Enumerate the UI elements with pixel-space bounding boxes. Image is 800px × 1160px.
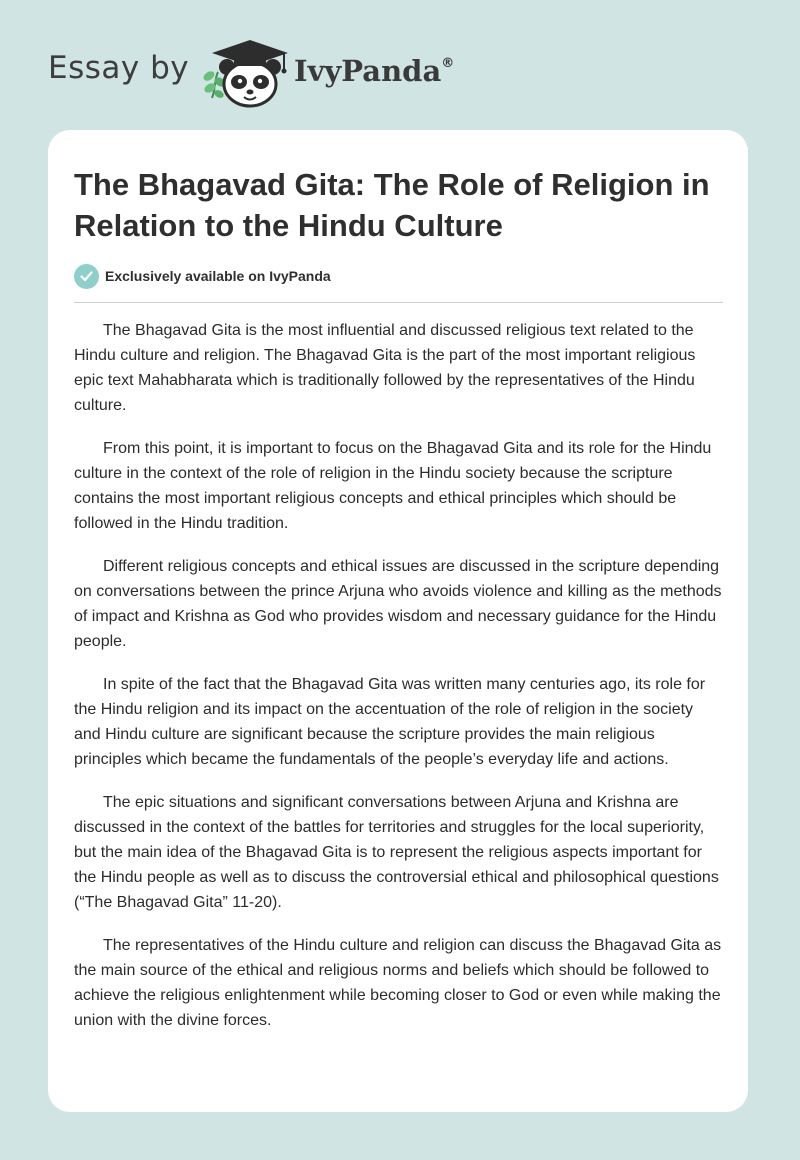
check-circle-icon <box>74 264 99 289</box>
essay-card <box>48 130 748 1112</box>
essay-title: The Bhagavad Gita: The Role of Religion in Relation to the Hindu Culture <box>74 167 710 243</box>
brand-name: IvyPanda <box>294 54 442 88</box>
registered-mark: ® <box>441 56 455 71</box>
essay-by-label: Essay by <box>48 50 190 86</box>
paragraph: Different religious concepts and ethical issues are discussed in the scripture depending on conversations between the prince Arjuna who avoids violence and killing as the methods of impact and Krishna as God who provides wisdom and necessary guidance for the Hindu people. <box>74 558 722 650</box>
paragraph: The Bhagavad Gita is the most influential and discussed religious text related to the Hindu culture and religion. The Bhagavad Gita is the part of the most important religious epic text Mahabharata which is traditionally followed by the representatives of the Hindu culture. <box>74 322 696 414</box>
exclusive-badge-label: Exclusively available on IvyPanda <box>105 268 331 284</box>
essay-body <box>74 318 724 1051</box>
site-header <box>0 0 800 130</box>
divider <box>74 302 723 303</box>
panda-graduate-icon[interactable] <box>200 36 292 108</box>
paragraph: From this point, it is important to focus on the Bhagavad Gita and its role for the Hindu culture in the context of the role of religion in the Hindu society because the scripture contains the most important religious concepts and ethical principles which should be followed in the Hindu tradition. <box>74 440 712 532</box>
paragraph: The epic situations and significant conversations between Arjuna and Krishna are discussed in the context of the battles for territories and struggles for the local superiority, but the main idea of the Bhagavad Gita is to represent the religious aspects important for the Hindu people as well as to discuss the controversial ethical and philosophical questions (“The Bhagavad Gita” 11-20). <box>74 794 719 911</box>
paragraph: The representatives of the Hindu culture and religion can discuss the Bhagavad Gita as the main source of the ethical and religious norms and beliefs which should be followed to achieve the religious enlightenment while becoming closer to God or even while making the union with the divine forces. <box>74 937 722 1029</box>
brand-logo[interactable] <box>294 54 454 88</box>
paragraph: In spite of the fact that the Bhagavad Gita was written many centuries ago, its role for the Hindu religion and its impact on the accentuation of the role of religion in the society and Hindu culture are significant because the scripture provides the main religious principles which became the fundamentals of the people’s everyday life and actions. <box>74 676 706 768</box>
